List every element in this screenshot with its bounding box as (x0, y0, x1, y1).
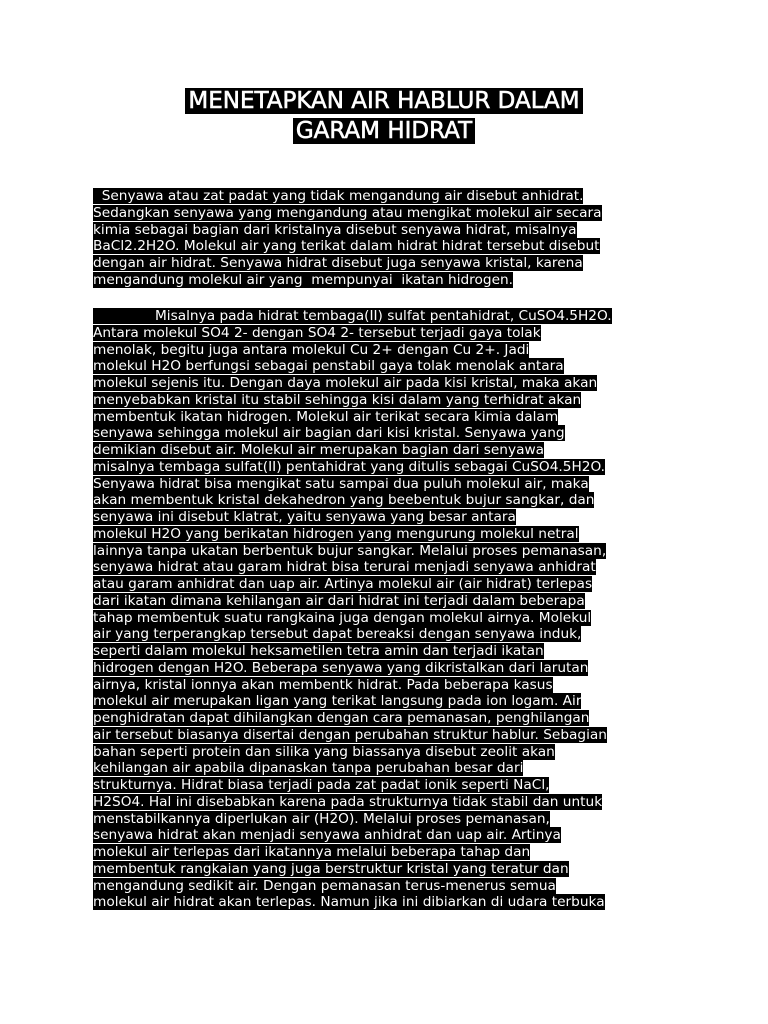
text-line-content: mengandung molekul air yang mempunyai ikatan hidrogen. (93, 271, 514, 288)
text-line-content: menyebabkan kristal itu stabil sehingga kisi dalam yang terhidrat akan (93, 391, 582, 408)
text-line (93, 543, 683, 560)
text-line (93, 205, 683, 222)
text-line-content: demikian disebut air. Molekul air merupakan bagian dari senyawa (93, 442, 545, 458)
text-line-content: dengan air hidrat. Senyawa hidrat disebut juga senyawa kristal, karena (93, 255, 583, 271)
text-line-content: air tersebut biasanya disertai dengan perubahan struktur hablur. Sebagian (93, 726, 607, 743)
text-line-content: menolak, begitu juga antara molekul Cu 2+ dengan Cu 2+. Jadi (93, 341, 530, 358)
text-line-content: Senyawa atau zat padat yang tidak mengandung air disebut anhidrat. (93, 188, 584, 204)
text-line (93, 392, 683, 409)
text-line-content: H2SO4. Hal ini disebabkan karena pada strukturnya tidak stabil dan untuk (93, 793, 603, 810)
text-line (93, 559, 683, 576)
text-line (93, 442, 683, 459)
text-line-content: molekul air terlepas dari ikatannya melalui beberapa tahap dan (93, 844, 531, 860)
text-line-content: penghidratan dapat dihilangkan dengan cara pemanasan, penghilangan (93, 710, 590, 726)
text-line-content: molekul sejenis itu. Dengan daya molekul air pada kisi kristal, maka akan (93, 375, 598, 391)
text-line-content: BaCl2.2H2O. Molekul air yang terikat dalam hidrat hidrat tersebut disebut (93, 238, 600, 255)
text-line-content: air yang terperangkap tersebut dapat bereaksi dengan senyawa induk, (93, 626, 582, 643)
title-line-2: GARAM HIDRAT (293, 118, 475, 144)
text-line (93, 409, 683, 426)
text-line (93, 777, 683, 794)
text-line-content: membentuk rangkaian yang juga berstruktur kristal yang teratur dan (93, 860, 569, 877)
text-line-content: molekul H2O yang berikatan hidrogen yang mengurung molekul netral (93, 525, 579, 542)
text-line (93, 861, 683, 878)
text-line (93, 255, 683, 272)
text-line (93, 693, 683, 710)
text-line (93, 643, 683, 660)
text-line-content: Sedangkan senyawa yang mengandung atau mengikat molekul air secara (93, 204, 602, 221)
text-line (93, 576, 683, 593)
text-line-content: senyawa ini disebut klatrat, yaitu senyawa yang besar antara (93, 509, 516, 525)
text-line (93, 677, 683, 694)
text-line-content: Misalnya pada hidrat tembaga(II) sulfat pentahidrat, CuSO4.5H2O. (93, 308, 612, 324)
text-line (93, 794, 683, 811)
text-line-content: bahan seperti protein dan silika yang biassanya disebut zeolit akan (93, 743, 555, 760)
text-line (93, 526, 683, 543)
title-line-1: MENETAPKAN AIR HABLUR DALAM (185, 88, 582, 114)
text-line (93, 727, 683, 744)
text-line (93, 358, 683, 375)
text-line (93, 492, 683, 509)
text-line-content: menstabilkannya diperlukan air (H2O). Melalui proses pemanasan, (93, 810, 550, 827)
text-line-content: senyawa hidrat atau garam hidrat bisa terurai menjadi senyawa anhidrat (93, 559, 596, 576)
text-line (93, 811, 683, 828)
text-line-content: mengandung sedikit air. Dengan pemanasan terus-menerus semua (93, 877, 556, 894)
text-line (93, 476, 683, 493)
text-line (93, 375, 683, 392)
text-line-content: molekul air merupakan ligan yang terikat langsung pada ion logam. Air (93, 693, 582, 710)
text-line (93, 626, 683, 643)
text-line (93, 222, 683, 239)
text-line (93, 188, 683, 205)
text-line-content: Senyawa hidrat bisa mengikat satu sampai dua puluh molekul air, maka (93, 475, 589, 492)
text-line (93, 593, 683, 610)
text-line (93, 459, 683, 476)
text-line-content: atau garam anhidrat dan uap air. Artinya molekul air (air hidrat) terlepas (93, 576, 593, 592)
text-line-content: seperti dalam molekul heksametilen tetra amin dan terjadi ikatan (93, 643, 544, 659)
text-line (93, 325, 683, 342)
text-line (93, 238, 683, 255)
text-line (93, 342, 683, 359)
document-title (0, 86, 768, 146)
paragraph-1 (93, 188, 683, 289)
text-line-content: Antara molekul SO4 2- dengan SO4 2- tersebut terjadi gaya tolak (93, 324, 541, 341)
text-line (93, 760, 683, 777)
text-line (93, 878, 683, 895)
text-line-content: misalnya tembaga sulfat(II) pentahidrat yang ditulis sebagai CuSO4.5H2O. (93, 458, 606, 475)
text-line (93, 272, 683, 289)
text-line (93, 308, 683, 325)
text-line (93, 744, 683, 761)
text-line-content: hidrogen dengan H2O. Beberapa senyawa yang dikristalkan dari larutan (93, 659, 589, 676)
text-line (93, 425, 683, 442)
text-line (93, 827, 683, 844)
text-line-content: strukturnya. Hidrat biasa terjadi pada zat padat ionik seperti NaCl, (93, 777, 550, 793)
text-line-content: kehilangan air apabila dipanaskan tanpa perubahan besar dari (93, 760, 524, 777)
text-line (93, 610, 683, 627)
text-line-content: membentuk ikatan hidrogen. Molekul air terikat secara kimia dalam (93, 408, 559, 425)
text-line-content: molekul H2O berfungsi sebagai penstabil gaya tolak menolak antara (93, 358, 564, 375)
text-line-content: kimia sebagai bagian dari kristalnya disebut senyawa hidrat, misalnya (93, 221, 577, 238)
text-line (93, 509, 683, 526)
text-line-content: tahap membentuk suatu rangkaina juga dengan molekul airnya. Molekul (93, 609, 592, 626)
text-line-content: akan membentuk kristal dekahedron yang beebentuk bujur sangkar, dan (93, 492, 595, 509)
text-line (93, 894, 683, 911)
text-line (93, 710, 683, 727)
text-line-content: senyawa hidrat akan menjadi senyawa anhidrat dan uap air. Artinya (93, 827, 561, 844)
text-line-content: airnya, kristal ionnya akan membentk hidrat. Pada beberapa kasus (93, 676, 553, 693)
text-line-content: dari ikatan dimana kehilangan air dari hidrat ini terjadi dalam beberapa (93, 592, 585, 609)
text-line (93, 660, 683, 677)
text-line-content: lainnya tanpa ukatan berbentuk bujur sangkar. Melalui proses pemanasan, (93, 542, 607, 559)
paragraph-2 (93, 308, 683, 911)
text-line (93, 844, 683, 861)
text-line-content: molekul air hidrat akan terlepas. Namun jika ini dibiarkan di udara terbuka (93, 894, 605, 911)
text-line-content: senyawa sehingga molekul air bagian dari kisi kristal. Senyawa yang (93, 425, 565, 442)
